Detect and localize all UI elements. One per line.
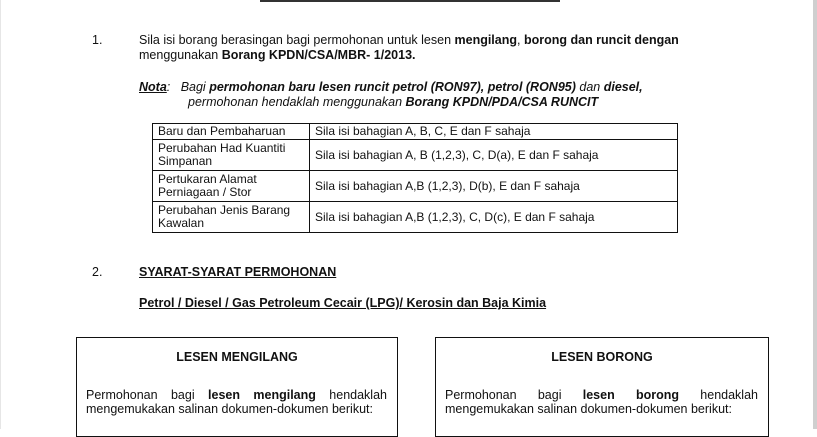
item-1-text-b: , <box>517 33 524 47</box>
lesen-mengilang-text-a: Permohonan bagi <box>86 388 209 402</box>
nota-text-b: dan <box>575 80 604 94</box>
item-2-number: 2. <box>92 265 103 279</box>
table-cell-instruction: Sila isi bahagian A, B (1,2,3), C, D(a), E dan F sahaja <box>310 140 678 171</box>
table-cell-type: Perubahan Jenis Barang Kawalan <box>153 202 310 233</box>
lesen-borong-line-1 <box>445 388 758 402</box>
section-heading: SYARAT-SYARAT PERMOHONAN <box>139 265 337 279</box>
lesen-mengilang-bold: lesen mengilang <box>208 388 316 402</box>
nota-colon: : <box>166 80 171 94</box>
page-edge-right <box>813 0 817 429</box>
lesen-borong-body <box>445 388 758 416</box>
lesen-mengilang-title: LESEN MENGILANG <box>176 350 298 364</box>
table-cell-type: Baru dan Pembaharuan <box>153 124 310 140</box>
table-cell-instruction: Sila isi bahagian A, B, C, E dan F sahaja <box>310 124 678 140</box>
nota-text-c: permohonan hendaklah menggunakan <box>188 95 406 109</box>
lesen-borong-title: LESEN BORONG <box>551 350 653 364</box>
table-row <box>153 202 678 233</box>
item-1-paragraph <box>139 33 749 63</box>
lesen-borong-box <box>435 337 769 437</box>
table-cell-instruction: Sila isi bahagian A,B (1,2,3), D(b), E dan F sahaja <box>310 171 678 202</box>
nota-bold-c: Borang KPDN/PDA/CSA RUNCIT <box>405 95 599 109</box>
page-edge-left <box>0 0 1 429</box>
lesen-mengilang-body <box>86 388 387 416</box>
lesen-borong-bold: lesen borong <box>582 388 680 402</box>
nota-text-a: Bagi <box>180 80 210 94</box>
top-divider <box>260 0 560 2</box>
section-subheading: Petrol / Diesel / Gas Petroleum Cecair (LPG)/ Kerosin dan Baja Kimia <box>139 296 547 310</box>
lesen-borong-text-b: hendaklah <box>679 388 758 402</box>
application-type-table <box>152 123 678 233</box>
table-row <box>153 140 678 171</box>
item-1-bold-c: Borang KPDN/CSA/MBR- 1/2013. <box>221 48 416 62</box>
table-row <box>153 124 678 140</box>
item-1-number: 1. <box>92 33 103 47</box>
lesen-borong-line-2: mengemukakan salinan dokumen-dokumen berikut: <box>445 402 732 416</box>
nota-paragraph <box>139 80 749 110</box>
table-cell-instruction: Sila isi bahagian A,B (1,2,3), C, D(c), E dan F sahaja <box>310 202 678 233</box>
item-1-text-c: menggunakan <box>139 48 222 62</box>
nota-line-2 <box>139 95 749 110</box>
table-cell-type: Perubahan Had Kuantiti Simpanan <box>153 140 310 171</box>
table-cell-type: Pertukaran Alamat Perniagaan / Stor <box>153 171 310 202</box>
nota-label: Nota <box>139 80 167 94</box>
table-row <box>153 171 678 202</box>
item-1-bold-a: mengilang <box>454 33 518 47</box>
lesen-mengilang-text-b: hendaklah <box>315 388 387 402</box>
lesen-mengilang-line-2: mengemukakan salinan dokumen-dokumen berikut: <box>86 402 373 416</box>
item-1-bold-b: borong dan runcit dengan <box>523 33 679 47</box>
lesen-borong-text-a: Permohonan bagi <box>445 388 583 402</box>
nota-bold-a: permohonan baru lesen runcit petrol (RON97), petrol (RON95) <box>209 80 576 94</box>
nota-bold-b: diesel, <box>603 80 643 94</box>
item-1-text-a: Sila isi borang berasingan bagi permohonan untuk lesen <box>139 33 455 47</box>
lesen-mengilang-line-1 <box>86 388 387 402</box>
lesen-mengilang-box <box>76 337 398 437</box>
